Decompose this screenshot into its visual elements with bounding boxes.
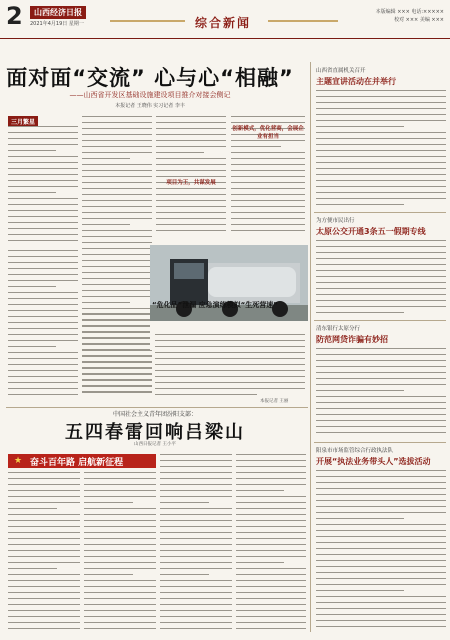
right-divider-2 [314,320,446,321]
right-text-4 [316,470,446,634]
party-banner [8,454,156,468]
right-text-1 [316,90,446,210]
right-kicker-4: 阳泉市市场监管综合行政执法队 [316,448,394,454]
right-kicker-1: 山西省直属机关召开 [316,68,366,74]
proof-line: 校对 ××× 美编 ××× [394,17,444,23]
section-rule-left [110,20,185,22]
right-kicker-2: 为方便市民出行 [316,218,355,224]
bottom-text-col3 [160,454,232,634]
photo-caption-text [155,334,305,402]
lead-headline: 面对面“交流” 心与心“相融” [6,66,294,90]
lead-byline: 本报记者 王晓伟 实习记者 李丰 [115,103,185,109]
right-headline-1: 主题宣讲活动在并举行 [316,77,396,86]
bottom-text-col2 [84,472,156,634]
right-divider-3 [314,442,446,443]
paper-name: 山西经济日报 [30,6,86,19]
divider-bottom [6,407,308,408]
right-headline-3: 防范网贷诈骗有妙招 [316,335,388,344]
section-rule-right [268,20,338,22]
lead-text-col1b [8,250,78,400]
bottom-pretitle: 中国社会主义青年团汾阳支部： [112,411,197,418]
lead-section-head: 项目为王，共谋发展 [166,180,216,186]
section-title: 综合新闻 [195,16,252,30]
lead-text-col1 [8,126,78,246]
right-headline-4: 开展“执法业务带头人”选拔活动 [316,457,431,466]
page-number: 2 [6,2,23,30]
editor-line: 本版编辑 ××× 电话:××××× [375,9,444,15]
lead-text-col2 [82,116,152,401]
bottom-text-col4 [236,454,306,634]
photo-credit: 本报记者 王丽 [260,399,289,404]
issue-date: 2021年4月19日 星期一 [30,21,84,27]
right-kicker-3: 清东银行太原分行 [316,326,361,332]
bottom-headline: 五四春雷回响吕梁山 [65,422,245,443]
right-text-3 [316,348,446,440]
banner-slogan: 奋斗百年路 启航新征程 [30,458,124,468]
masthead [0,0,450,39]
right-headline-2: 太原公交开通3条五一假期专线 [316,227,426,236]
lead-section-head-2: 创新模式，优化营商，会展企业有担当 [232,126,304,140]
right-divider-1 [314,212,446,213]
bottom-text-col1 [8,472,80,634]
column-divider [310,62,311,632]
party-emblem-icon: ★ [14,456,23,466]
lead-subheadline: ——山西省开发区基础设施建设项目推介对接会侧记 [69,91,231,99]
column-tag: 三月繁星 [8,116,38,127]
right-text-2 [316,240,446,318]
photo-caption: “危化品”泄漏 应急演练模拟“生死营速” [152,301,278,309]
bottom-byline: 山西日报记者 王小平 [134,442,176,447]
